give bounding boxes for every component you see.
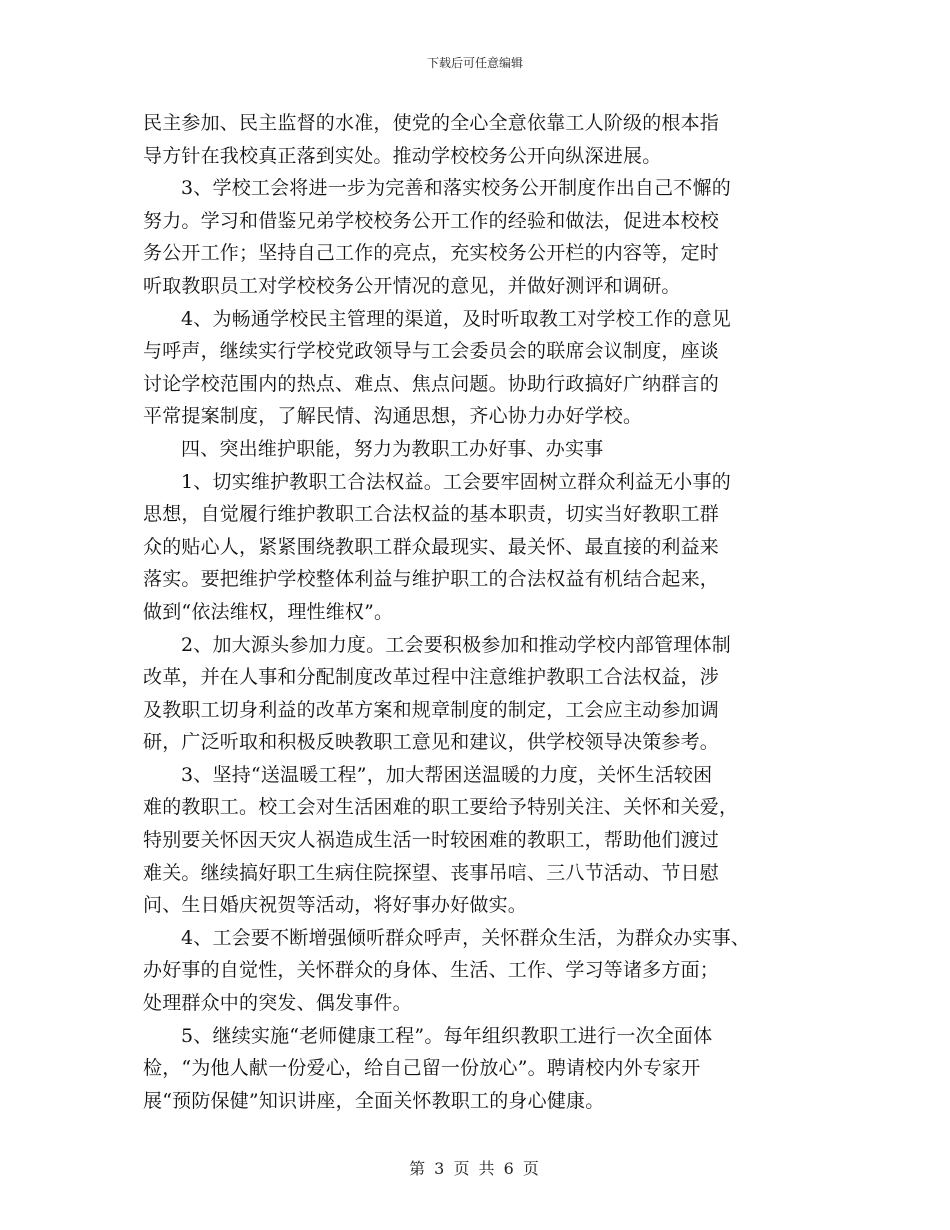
text-line: 改革，并在人事和分配制度改革过程中注意维护教职工合法权益，涉 <box>143 666 720 689</box>
text-line: 检，“为他人献一份爱心，给自己留一份放心”。聘请校内外专家开 <box>143 1057 701 1080</box>
text-line: 众的贴心人，紧紧围绕教职工群众最现实、最关怀、最直接的利益来 <box>143 535 720 558</box>
paragraph <box>143 629 823 759</box>
text-line: 问、生日婚庆祝贺等活动，将好事办好做实。 <box>143 894 528 917</box>
text-line: 5、继续实施“老师健康工程”。每年组织教职工进行一次全面体 <box>181 1024 713 1047</box>
paragraph <box>143 303 823 433</box>
paragraph <box>143 433 823 466</box>
text-line: 与呼声，继续实行学校党政领导与工会委员会的联席会议制度，座谈 <box>143 340 720 363</box>
text-line: 务公开工作；坚持自己工作的亮点，充实校务公开栏的内容等，定时 <box>143 242 720 265</box>
paragraph <box>143 922 823 1020</box>
text-line: 4、为畅通学校民主管理的渠道，及时听取教工对学校工作的意见 <box>181 307 731 330</box>
paragraph <box>143 172 823 302</box>
text-line: 听取教职员工对学校校务公开情况的意见，并做好测评和调研。 <box>143 274 681 297</box>
text-line: 研，广泛听取和积极反映教职工意见和建议，供学校领导决策参考。 <box>143 731 720 754</box>
text-line: 办好事的自觉性，关怀群众的身体、生活、工作、学习等诸多方面； <box>143 959 720 982</box>
text-line: 难关。继续搞好职工生病住院探望、丧事吊唁、三八节活动、节日慰 <box>143 861 720 884</box>
text-line: 1、切实维护教职工合法权益。工会要牢固树立群众利益无小事的 <box>181 470 731 493</box>
text-line: 努力。学习和借鉴兄弟学校校务公开工作的经验和做法，促进本校校 <box>143 209 720 232</box>
text-line: 难的教职工。校工会对生活困难的职工要给予特别关注、关怀和关爱， <box>143 796 739 819</box>
text-line: 民主参加、民主监督的水准，使党的全心全意依靠工人阶级的根本指 <box>143 112 720 134</box>
paragraph <box>143 107 823 172</box>
text-line: 处理群众中的突发、偶发事件。 <box>143 992 412 1015</box>
paragraph <box>143 759 823 922</box>
paragraph <box>143 1020 823 1118</box>
text-line: 及教职工切身利益的改革方案和规章制度的制定，工会应主动参加调 <box>143 698 720 721</box>
text-line: 思想，自觉履行维护教职工合法权益的基本职责，切实当好教职工群 <box>143 503 720 526</box>
page-header: 下载后可任意编辑 <box>426 56 523 70</box>
text-line: 4、工会要不断增强倾听群众呼声，关怀群众生活，为群众办实事、 <box>181 926 751 949</box>
text-line: 讨论学校范围内的热点、难点、焦点问题。协助行政搞好广纳群言的 <box>143 372 720 395</box>
text-line: 特别要关怀因天灾人祸造成生活一时较困难的教职工，帮助他们渡过 <box>143 829 720 852</box>
document-body <box>143 107 823 1117</box>
text-line: 落实。要把维护学校整体利益与维护职工的合法权益有机结合起来， <box>143 568 720 591</box>
text-line: 四、突出维护职能，努力为教职工办好事、办实事 <box>181 437 604 460</box>
text-line: 导方针在我校真正落到实处。推动学校校务公开向纵深进展。 <box>143 144 662 167</box>
page-footer: 第 3 页 共 6 页 <box>409 1159 541 1178</box>
text-line: 做到“依法维权，理性维权”。 <box>143 600 394 623</box>
text-line: 平常提案制度，了解民情、沟通思想，齐心协力办好学校。 <box>143 405 643 428</box>
text-line: 3、学校工会将进一步为完善和落实校务公开制度作出自己不懈的 <box>181 177 731 200</box>
paragraph <box>143 466 823 629</box>
text-line: 2、加大源头参加力度。工会要积极参加和推动学校内部管理体制 <box>181 633 731 656</box>
text-line: 3、坚持“送温暖工程”，加大帮困送温暖的力度，关怀生活较困 <box>181 763 713 786</box>
text-line: 展“预防保健”知识讲座，全面关怀教职工的身心健康。 <box>143 1089 605 1112</box>
